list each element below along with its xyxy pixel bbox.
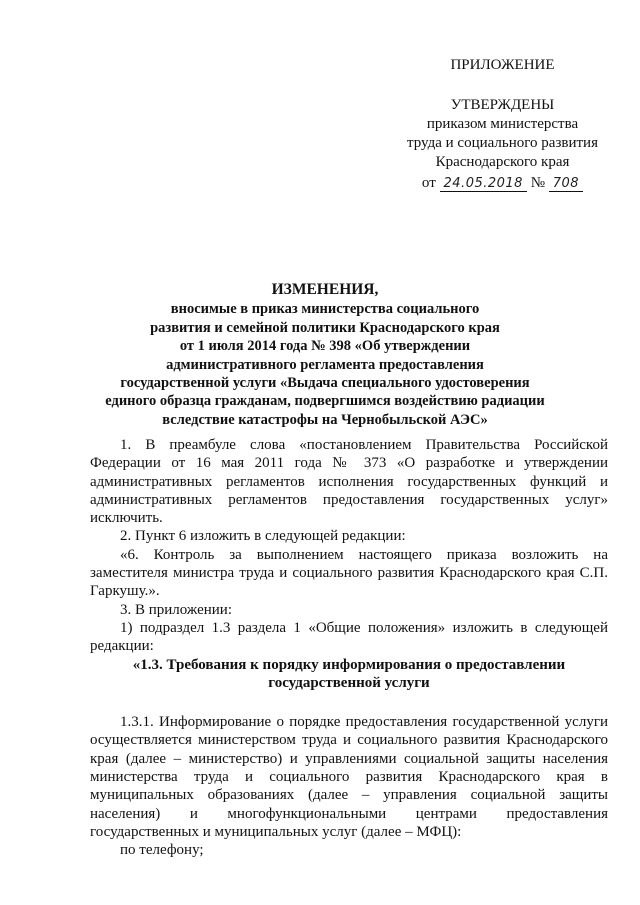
title-line: от 1 июля 2014 года № 398 «Об утверждении	[179, 338, 471, 355]
from-label: от	[421, 175, 436, 191]
paragraph-4: 3. В приложении:	[120, 601, 232, 618]
title-line: единого образца гражданам, подвергшимся воздействию радиации	[105, 393, 545, 410]
order-date-number-line	[395, 174, 610, 193]
subsection-heading-line-1: «1.3. Требования к порядку информирования о предоставлении	[132, 656, 566, 673]
title-line: развития и семейной политики Краснодарского края	[150, 319, 500, 336]
paragraph-2: 2. Пункт 6 изложить в следующей редакции:	[120, 528, 406, 545]
paragraph-3: «6. Контроль за выполнением настоящего приказа возложить на заместителя министра труда и социального развития Краснодарского края С.П. Гаркушу.».	[90, 546, 608, 600]
title-line: вносимые в приказ министерства социального	[170, 301, 480, 318]
paragraph-7: по телефону;	[120, 842, 204, 859]
handwritten-date: 24.05.2018	[440, 176, 527, 192]
approval-line-3: Краснодарского края	[435, 154, 570, 170]
handwritten-number: 708	[549, 176, 583, 192]
number-label: №	[530, 175, 546, 191]
approved-label: УТВЕРЖДЕНЫ	[450, 97, 555, 113]
approval-line-1: приказом министерства	[426, 116, 579, 132]
appendix-label: ПРИЛОЖЕНИЕ	[450, 57, 555, 73]
document-body	[90, 436, 608, 860]
title-line: государственной услуги «Выдача специального удостоверения	[120, 375, 530, 392]
title-heading: ИЗМЕНЕНИЯ,	[271, 281, 379, 298]
subsection-heading-line-2: государственной услуги	[268, 674, 430, 691]
approval-line-2: труда и социального развития	[407, 135, 598, 151]
paragraph-5: 1) подраздел 1.3 раздела 1 «Общие положения» изложить в следующей редакции:	[90, 619, 608, 655]
subsection-heading	[90, 656, 608, 693]
spacer	[90, 692, 608, 713]
paragraph-6: 1.3.1. Информирование о порядке предоставления государственной услуги осуществляется министерством труда и социального развития Краснодарского края (далее – министерство) и управлениями социальной защиты населения министерства труда и социального развития Краснодарского края в муниципальных образованиях (далее – управления социальной защиты населения) и многофункциональными центрами предоставления государственных и муниципальных услуг (далее – МФЦ):	[90, 714, 608, 840]
paragraph-1: 1. В преамбуле слова «постановлением Правительства Российской Федерации от 16 мая 2011 года № 373 «О разработке и утверждении административных регламентов исполнения государственных функций и административных регламентов предоставления государственных услуг» исключить.	[90, 437, 608, 527]
approval-stamp-block	[395, 56, 610, 193]
title-line: вследствие катастрофы на Чернобыльской АЭС»	[162, 411, 488, 428]
title-line: административного регламента предоставления	[166, 356, 484, 373]
document-title	[60, 281, 590, 429]
